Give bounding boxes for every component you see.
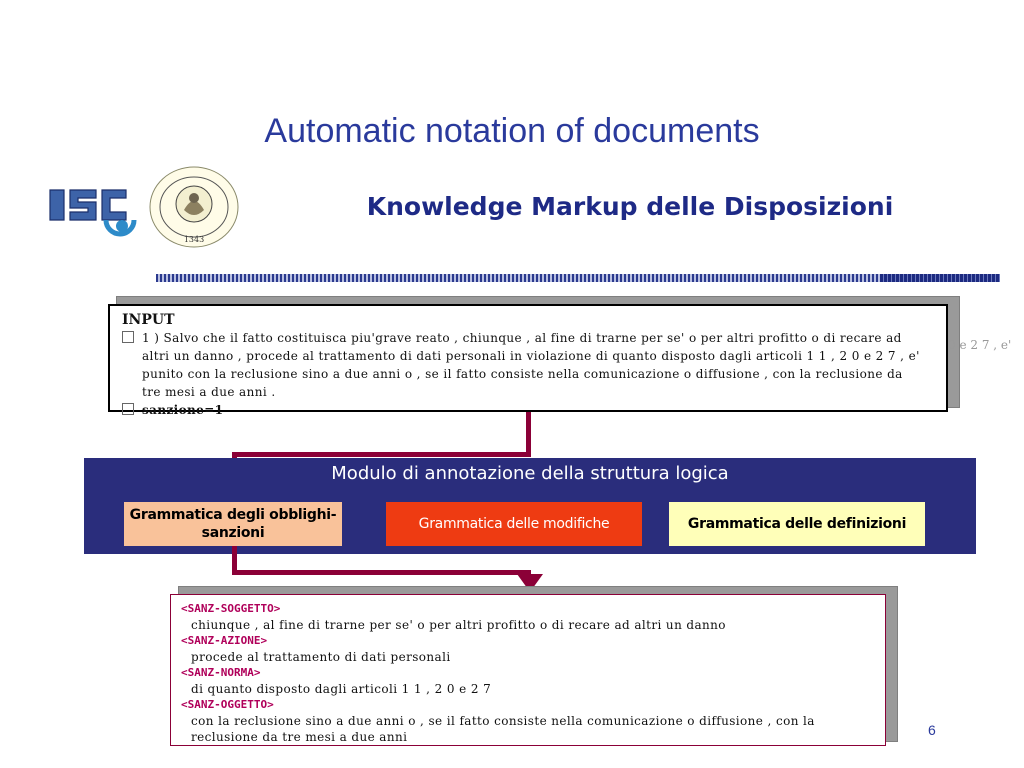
- connector-vertical-top: [526, 412, 531, 456]
- grammar-obblighi-sanzioni: Grammatica degli obblighi-sanzioni: [124, 502, 342, 546]
- content-sanz-oggetto: con la reclusione sino a due anni o , se il fatto consiste nella comunicazione o diffusione , con la reclusione da tre mesi a due anni: [191, 714, 815, 744]
- tag-sanz-azione: <SANZ-AZIONE>: [181, 634, 268, 647]
- connector-horizontal-bottom: [232, 570, 531, 575]
- isc-cnr-logo: [44, 178, 140, 240]
- slide-title: Automatic notation of documents: [264, 112, 760, 150]
- grammar-definizioni: Grammatica delle definizioni: [669, 502, 925, 546]
- decorative-divider-dark: [880, 274, 1000, 282]
- output-box: [170, 594, 886, 746]
- grammar-modifiche: Grammatica delle modifiche: [386, 502, 642, 546]
- decorative-divider: [156, 274, 1000, 282]
- content-sanz-azione: procede al trattamento di dati personali: [191, 650, 451, 664]
- input-item-1: [122, 330, 934, 346]
- module-title: Modulo di annotazione della struttura logica: [331, 463, 729, 484]
- slide-subtitle: Knowledge Markup delle Disposizioni: [366, 192, 894, 221]
- connector-horizontal-top: [232, 452, 531, 457]
- input-box: [108, 304, 948, 417]
- tag-sanz-soggetto: <SANZ-SOGGETTO>: [181, 602, 281, 615]
- input-line-3: punito con la reclusione sino a due anni o , se il fatto consiste nella comunicazione o diffusione , con la reclusione da: [142, 367, 903, 381]
- content-sanz-norma: di quanto disposto dagli articoli 1 1 , 2 0 e 2 7: [191, 682, 492, 696]
- content-sanz-soggetto: chiunque , al fine di trarne per se' o per altri profitto o di recare ad altri un danno: [191, 618, 726, 632]
- tag-sanz-norma: <SANZ-NORMA>: [181, 666, 261, 679]
- page-number: 6: [928, 722, 936, 738]
- input-header: INPUT: [122, 312, 175, 328]
- seal-year: 1343: [183, 235, 205, 244]
- tag-sanz-oggetto: <SANZ-OGGETTO>: [181, 698, 274, 711]
- checkbox-icon: [122, 403, 134, 415]
- input-sanzione: sanzione=1: [142, 403, 224, 417]
- input-line-1: 1 ) Salvo che il fatto costituisca piu'grave reato , chiunque , al fine di trarne per se' o per altri profitto o di recare ad: [142, 331, 902, 345]
- annotation-module: [84, 458, 976, 554]
- checkbox-icon: [122, 331, 134, 343]
- university-seal-logo: [146, 164, 242, 250]
- input-line-2: altri un danno , procede al trattamento di dati personali in violazione di quanto disposto dagli articoli 1 1 , 2 0 e 2 7 , e': [142, 349, 920, 363]
- input-line-4: tre mesi a due anni .: [142, 385, 276, 399]
- input-overflow-text: 0 e 2 7 , e': [948, 338, 1012, 352]
